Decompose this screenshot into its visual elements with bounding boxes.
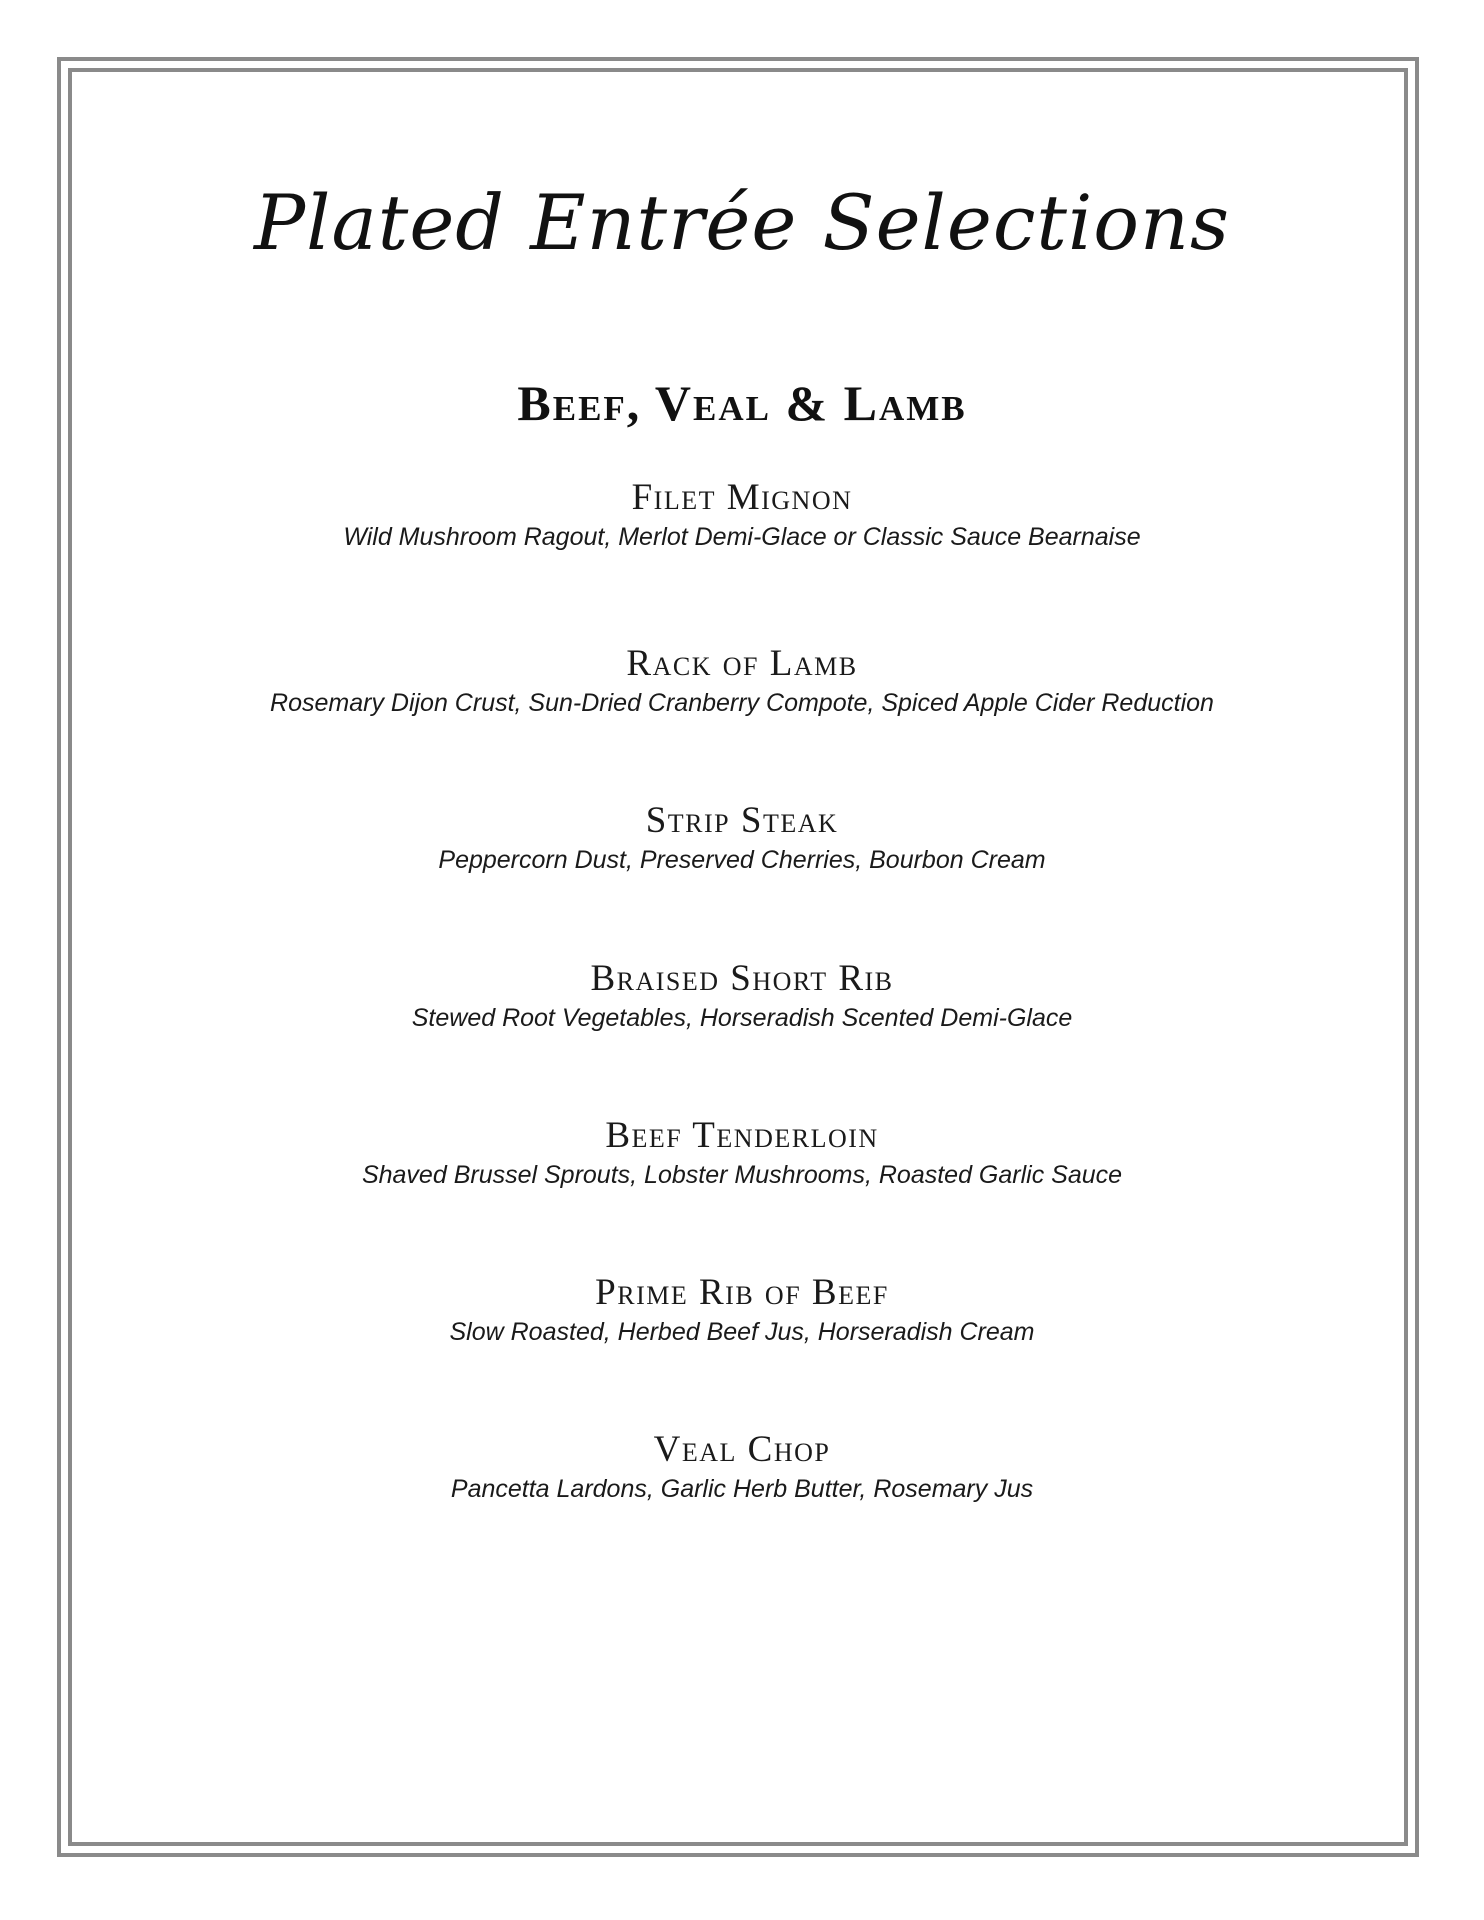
menu-item-name: Strip Steak xyxy=(645,800,839,841)
menu-item-name: Beef Tenderloin xyxy=(605,1115,879,1156)
page-title: Plated Entrée Selections xyxy=(254,178,1230,267)
menu-item-description: Pancetta Lardons, Garlic Herb Butter, Rosemary Jus xyxy=(450,1475,1034,1503)
menu-item-description: Slow Roasted, Herbed Beef Jus, Horseradish Cream xyxy=(449,1318,1035,1346)
menu-item-beef-tenderloin xyxy=(0,1114,1484,1192)
menu-item-prime-rib-of-beef xyxy=(0,1271,1484,1349)
menu-item-description: Wild Mushroom Ragout, Merlot Demi-Glace or Classic Sauce Bearnaise xyxy=(343,523,1141,551)
section-heading: Beef, Veal & Lamb xyxy=(517,375,967,431)
menu-item-description: Rosemary Dijon Crust, Sun-Dried Cranberry Compote, Spiced Apple Cider Reduction xyxy=(270,689,1214,717)
menu-item-name: Braised Short Rib xyxy=(590,958,894,999)
menu-item-strip-steak xyxy=(0,799,1484,877)
menu-item-braised-short-rib xyxy=(0,957,1484,1035)
menu-item-description: Stewed Root Vegetables, Horseradish Scented Demi-Glace xyxy=(411,1004,1073,1032)
menu-item-veal-chop xyxy=(0,1428,1484,1506)
menu-item-name: Prime Rib of Beef xyxy=(595,1272,889,1313)
menu-item-description: Peppercorn Dust, Preserved Cherries, Bourbon Cream xyxy=(438,846,1046,874)
menu-item-name: Veal Chop xyxy=(653,1429,831,1470)
menu-item-name: Rack of Lamb xyxy=(626,643,858,684)
menu-item-description: Shaved Brussel Sprouts, Lobster Mushrooms, Roasted Garlic Sauce xyxy=(361,1161,1123,1189)
menu-item-filet-mignon xyxy=(0,476,1484,554)
menu-item-name: Filet Mignon xyxy=(631,477,853,518)
menu-item-rack-of-lamb xyxy=(0,642,1484,720)
